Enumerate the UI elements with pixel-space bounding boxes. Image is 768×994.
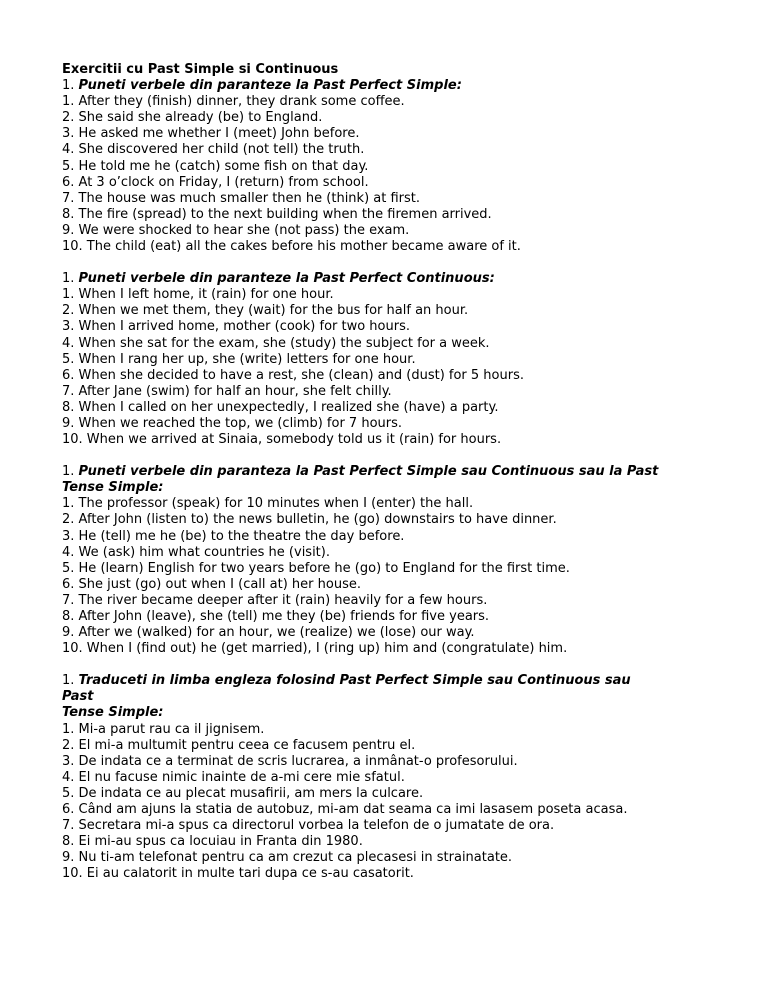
exercise-item: 6. At 3 o’clock on Friday, I (return) from school.	[62, 174, 369, 190]
section-heading	[62, 689, 712, 705]
exercise-item: 5. He (learn) English for two years before he (go) to England for the first time.	[62, 560, 570, 576]
exercise-item: 8. When I called on her unexpectedly, I realized she (have) a party.	[62, 399, 499, 415]
exercise-item: 6. When she decided to have a rest, she (clean) and (dust) for 5 hours.	[62, 367, 524, 383]
exercise-item: 7. After Jane (swim) for half an hour, she felt chilly.	[62, 383, 392, 399]
exercise-item: 7. The house was much smaller then he (think) at first.	[62, 190, 421, 206]
section-number: 1.	[62, 271, 79, 287]
section-heading-text: Past	[62, 689, 94, 705]
exercise-item: 4. When she sat for the exam, she (study) the subject for a week.	[62, 335, 490, 351]
exercise-item: 7. Secretara mi-a spus ca directorul vorbea la telefon de o jumatate de ora.	[62, 818, 555, 834]
section-spacer	[62, 255, 712, 271]
exercise-item: 2. After John (listen to) the news bulletin, he (go) downstairs to have dinner.	[62, 512, 557, 528]
exercise-item: 1. Mi-a parut rau ca il jignisem.	[62, 721, 265, 737]
exercise-item: 9. After we (walked) for an hour, we (realize) we (lose) our way.	[62, 625, 475, 641]
section-heading	[62, 480, 712, 496]
exercise-item: 2. El mi-a multumit pentru ceea ce facusem pentru el.	[62, 737, 416, 753]
section-heading-text: Puneti verbele din paranteze la Past Perfect Simple:	[78, 78, 462, 94]
section-heading-text: Puneti verbele din paranteze la Past Perfect Continuous:	[78, 271, 495, 287]
section-spacer	[62, 448, 712, 464]
section-heading-text: Tense Simple:	[62, 480, 164, 496]
section-heading	[62, 705, 712, 721]
exercise-item: 9. When we reached the top, we (climb) for 7 hours.	[62, 415, 403, 431]
exercise-item: 3. De indata ce a terminat de scris lucrarea, a inmânat-o profesorului.	[62, 753, 518, 769]
exercise-item: 4. El nu facuse nimic inainte de a-mi cere mie sfatul.	[62, 769, 405, 785]
section-heading	[62, 673, 712, 689]
document-title: Exercitii cu Past Simple si Continuous	[62, 62, 339, 77]
section-number: 1.	[62, 78, 79, 94]
exercise-section	[62, 78, 712, 255]
exercise-item: 7. The river became deeper after it (rain) heavily for a few hours.	[62, 592, 488, 608]
exercise-item: 10. When I (find out) he (get married), I (ring up) him and (congratulate) him.	[62, 641, 568, 657]
exercise-item: 3. He asked me whether I (meet) John before.	[62, 126, 360, 142]
exercise-item: 8. After John (leave), she (tell) me they (be) friends for five years.	[62, 609, 490, 624]
exercise-item: 2. She said she already (be) to England.	[62, 110, 323, 126]
exercise-sections	[62, 78, 712, 882]
exercise-item: 9. We were shocked to hear she (not pass) the exam.	[62, 222, 410, 238]
section-heading	[62, 78, 712, 94]
section-spacer	[62, 657, 712, 673]
exercise-item: 5. De indata ce au plecat musafirii, am mers la culcare.	[62, 785, 424, 801]
exercise-item: 2. When we met them, they (wait) for the bus for half an hour.	[62, 303, 469, 319]
section-heading	[62, 464, 712, 480]
exercise-item: 3. He (tell) me he (be) to the theatre the day before.	[62, 528, 405, 544]
exercise-item: 1. The professor (speak) for 10 minutes when I (enter) the hall.	[62, 496, 474, 512]
section-number: 1.	[62, 673, 79, 689]
exercise-item: 5. He told me he (catch) some fish on that day.	[62, 158, 369, 174]
exercise-item: 1. After they (finish) dinner, they drank some coffee.	[62, 94, 405, 110]
exercise-item: 6. She just (go) out when I (call at) her house.	[62, 576, 361, 592]
exercise-item: 10. When we arrived at Sinaia, somebody told us it (rain) for hours.	[62, 432, 502, 448]
section-heading-text: Traduceti in limba engleza folosind Past Perfect Simple sau Continuous sau	[78, 673, 631, 689]
exercise-item: 4. She discovered her child (not tell) the truth.	[62, 142, 365, 158]
exercise-item: 8. Ei mi-au spus ca locuiau in Franta din 1980.	[62, 834, 363, 850]
section-heading-text: Tense Simple:	[62, 705, 164, 721]
exercise-item: 6. Când am ajuns la statia de autobuz, mi-am dat seama ca imi lasasem poseta acasa.	[62, 802, 628, 818]
section-number: 1.	[62, 464, 79, 480]
exercise-item: 1. When I left home, it (rain) for one hour.	[62, 287, 334, 303]
exercise-section	[62, 271, 712, 448]
section-heading	[62, 271, 712, 287]
exercise-item: 8. The fire (spread) to the next building when the firemen arrived.	[62, 206, 492, 222]
exercise-item: 5. When I rang her up, she (write) letters for one hour.	[62, 351, 416, 367]
exercise-item: 10. Ei au calatorit in multe tari dupa ce s-au casatorit.	[62, 866, 414, 882]
section-heading-text: Puneti verbele din paranteza la Past Perfect Simple sau Continuous sau la Past	[78, 464, 659, 480]
exercise-section	[62, 464, 712, 657]
exercise-section	[62, 673, 712, 882]
exercise-item: 10. The child (eat) all the cakes before his mother became aware of it.	[62, 239, 521, 255]
exercise-item: 9. Nu ti-am telefonat pentru ca am crezut ca plecasesi in strainatate.	[62, 850, 513, 866]
exercise-item: 4. We (ask) him what countries he (visit).	[62, 544, 330, 560]
exercise-item: 3. When I arrived home, mother (cook) for two hours.	[62, 319, 410, 335]
